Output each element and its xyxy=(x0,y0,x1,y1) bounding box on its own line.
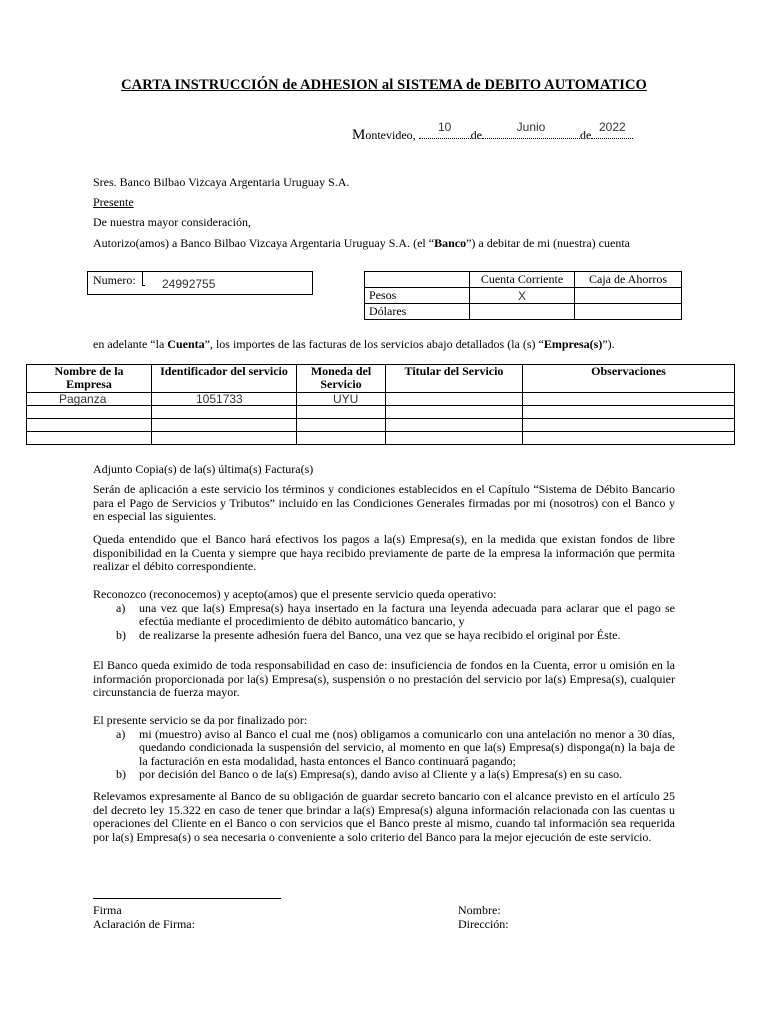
services-table xyxy=(26,364,735,445)
en-adelante-mid: ”, los importes de las facturas de los servicios abajo detallados (la (s) “ xyxy=(204,337,544,351)
document-title: CARTA INSTRUCCIÓN de ADHESION al SISTEMA de DEBITO AUTOMATICO xyxy=(121,77,647,93)
city-name: ontevideo, xyxy=(365,128,416,142)
header-nombre-empresa: Nombre de la Empresa xyxy=(27,365,152,393)
list-label: b) xyxy=(116,627,126,642)
paragraph-responsabilidad: El Banco queda eximido de toda responsabilidad en caso de: insuficiencia de fondos en la Cuenta, error u omisión en la información proporcionada por la(s) Empresa(s), suspensión o no prestación del servicio por la(s) Empresa(s), cualquier circunstancia de fuerza mayor. xyxy=(93,658,675,699)
paragraph-operativo xyxy=(93,588,675,642)
service-identificador-cell[interactable] xyxy=(152,432,297,445)
firma-label: Firma xyxy=(93,903,122,917)
header-cuenta-corriente: Cuenta Corriente xyxy=(470,272,575,288)
dolares-caja-ahorros-cell[interactable] xyxy=(575,304,682,320)
header-caja-de-ahorros: Caja de Ahorros xyxy=(575,272,682,288)
list-text: de realizarse la presente adhesión fuera del Banco, una vez que se haya recibido el original por Éste. xyxy=(139,627,621,642)
account-table-corner xyxy=(365,272,470,288)
service-observaciones-cell[interactable] xyxy=(523,432,735,445)
en-adelante-pre: en adelante “la xyxy=(93,337,168,351)
year-field[interactable] xyxy=(591,120,633,139)
list-item xyxy=(93,602,675,629)
numero-divider-tick xyxy=(142,285,145,286)
cuenta-bold: Cuenta xyxy=(167,337,205,351)
list-label: b) xyxy=(116,767,126,781)
table-row xyxy=(27,432,735,445)
word-de: de xyxy=(470,128,482,142)
authorize-post: ”) a debitar de mi (nuestra) cuenta xyxy=(466,236,630,250)
recipient: Sres. Banco Bilbao Vizcaya Argentaria Uruguay S.A. xyxy=(93,175,350,189)
authorize-text xyxy=(93,236,630,251)
service-empresa-cell[interactable] xyxy=(27,432,152,445)
service-titular-cell[interactable] xyxy=(386,432,523,445)
service-empresa-cell[interactable] xyxy=(27,406,152,419)
signature-line[interactable] xyxy=(93,898,281,899)
direccion-label: Dirección: xyxy=(458,917,509,931)
service-observaciones-cell[interactable] xyxy=(523,419,735,432)
list-label: a) xyxy=(116,600,126,615)
list-text: por decisión del Banco o de la(s) Empresa(s), dando aviso al Cliente y a la(s) Empresa(s) en su caso. xyxy=(139,767,623,781)
en-adelante-text xyxy=(93,337,615,352)
numero-divider xyxy=(142,272,143,285)
header-titular: Titular del Servicio xyxy=(386,365,523,393)
adjunto-text: Adjunto Copia(s) de la(s) última(s) Factura(s) xyxy=(93,462,314,476)
service-observaciones-cell[interactable] xyxy=(523,406,735,419)
empresas-bold: Empresa(s) xyxy=(543,337,603,351)
list-text: mi (muestro) aviso al Banco el cual me (nos) obligamos a comunicarlo con una antelación no menor a 30 días, quedando condicionada la suspensión del servicio, al momento en que la(s) Empresa(s) disponga(n) la baja de la facturación en esta modalidad, hasta entonces el Banco continuará pagando; xyxy=(139,726,675,768)
service-moneda-cell[interactable] xyxy=(297,432,386,445)
en-adelante-post: ”). xyxy=(602,337,615,351)
day-value: 10 xyxy=(437,120,452,134)
header-moneda: Moneda del Servicio xyxy=(297,365,386,393)
service-titular-cell[interactable] xyxy=(386,406,523,419)
numero-value[interactable]: 24992755 xyxy=(162,277,216,291)
service-moneda-cell[interactable]: UYU xyxy=(297,393,386,406)
dolares-cuenta-corriente-cell[interactable] xyxy=(470,304,575,320)
city-initial: M xyxy=(352,127,366,143)
service-moneda-cell[interactable] xyxy=(297,419,386,432)
date-line xyxy=(352,120,633,144)
list-item xyxy=(93,629,675,643)
service-identificador-cell[interactable]: 1051733 xyxy=(152,393,297,406)
table-row xyxy=(27,419,735,432)
service-empresa-cell[interactable] xyxy=(27,419,152,432)
operativo-intro: Reconozco (reconocemos) y acepto(amos) que el presente servicio queda operativo: xyxy=(93,587,497,601)
row-dolares-label: Dólares xyxy=(365,304,470,320)
table-row xyxy=(27,393,735,406)
greeting: De nuestra mayor consideración, xyxy=(93,215,251,229)
authorize-bold: Banco xyxy=(434,236,467,250)
service-observaciones-cell[interactable] xyxy=(523,393,735,406)
list-item xyxy=(93,728,675,769)
month-value: Junio xyxy=(516,120,546,134)
list-item xyxy=(93,768,675,782)
month-field[interactable] xyxy=(482,120,580,139)
service-identificador-cell[interactable] xyxy=(152,406,297,419)
paragraph-finalizado xyxy=(93,714,675,782)
aclaracion-label: Aclaración de Firma: xyxy=(93,917,195,931)
header-observaciones: Observaciones xyxy=(523,365,735,393)
pesos-cuenta-corriente-cell[interactable]: X xyxy=(470,288,575,304)
header-identificador: Identificador del servicio xyxy=(152,365,297,393)
day-field[interactable] xyxy=(419,120,471,139)
presente: Presente xyxy=(93,195,134,209)
paragraph-condiciones: Serán de aplicación a este servicio los términos y condiciones establecidos en el Capítulo “Sistema de Débito Bancario para el Pago de Servicios y Tributos” incluido en las Condiciones Generales firmadas por mi (nosotros) con el Banco y en especial las siguientes. xyxy=(93,482,675,523)
paragraph-pagos: Queda entendido que el Banco hará efectivos los pagos a la(s) Empresa(s), en la medida que existan fondos de libre disponibilidad en la Cuenta y siempre que haya recibido previamente de parte de la empresa la información que permita realizar el débito correspondiente. xyxy=(93,532,675,573)
authorize-pre: Autorizo(amos) a Banco Bilbao Vizcaya Argentaria Uruguay S.A. (el “ xyxy=(93,236,435,250)
table-row xyxy=(27,406,735,419)
list-label: a) xyxy=(116,726,126,741)
year-value: 2022 xyxy=(598,120,626,134)
service-moneda-cell[interactable] xyxy=(297,406,386,419)
numero-box xyxy=(87,271,313,295)
list-text: una vez que la(s) Empresa(s) haya insertado en la factura una leyenda adecuada para aclarar que el pago se efectúa mediante el procedimiento de débito automático bancario, y xyxy=(139,600,675,628)
service-titular-cell[interactable] xyxy=(386,393,523,406)
finalizado-intro: El presente servicio se da por finalizado por: xyxy=(93,713,308,727)
account-table xyxy=(364,271,682,320)
row-pesos-label: Pesos xyxy=(365,288,470,304)
numero-label: Numero: xyxy=(93,273,136,287)
service-identificador-cell[interactable] xyxy=(152,419,297,432)
nombre-label: Nombre: xyxy=(458,903,501,917)
word-de: de xyxy=(580,128,592,142)
service-empresa-cell[interactable]: Paganza xyxy=(27,393,152,406)
service-titular-cell[interactable] xyxy=(386,419,523,432)
paragraph-secreto-bancario: Relevamos expresamente al Banco de su obligación de guardar secreto bancario con el alcance previsto en el artículo 25 del decreto ley 15.322 en caso de tener que brindar a la(s) Empresa(s) alguna información relacionada con las cuentas u operaciones del Cliente en el Banco o con servicios que el Banco preste al mismo, cuando tal información sea requerida por la(s) Empresa(s) o sea necesaria o conveniente a solo criterio del Banco para la mejor ejecución de este servicio. xyxy=(93,789,675,844)
pesos-caja-ahorros-cell[interactable] xyxy=(575,288,682,304)
